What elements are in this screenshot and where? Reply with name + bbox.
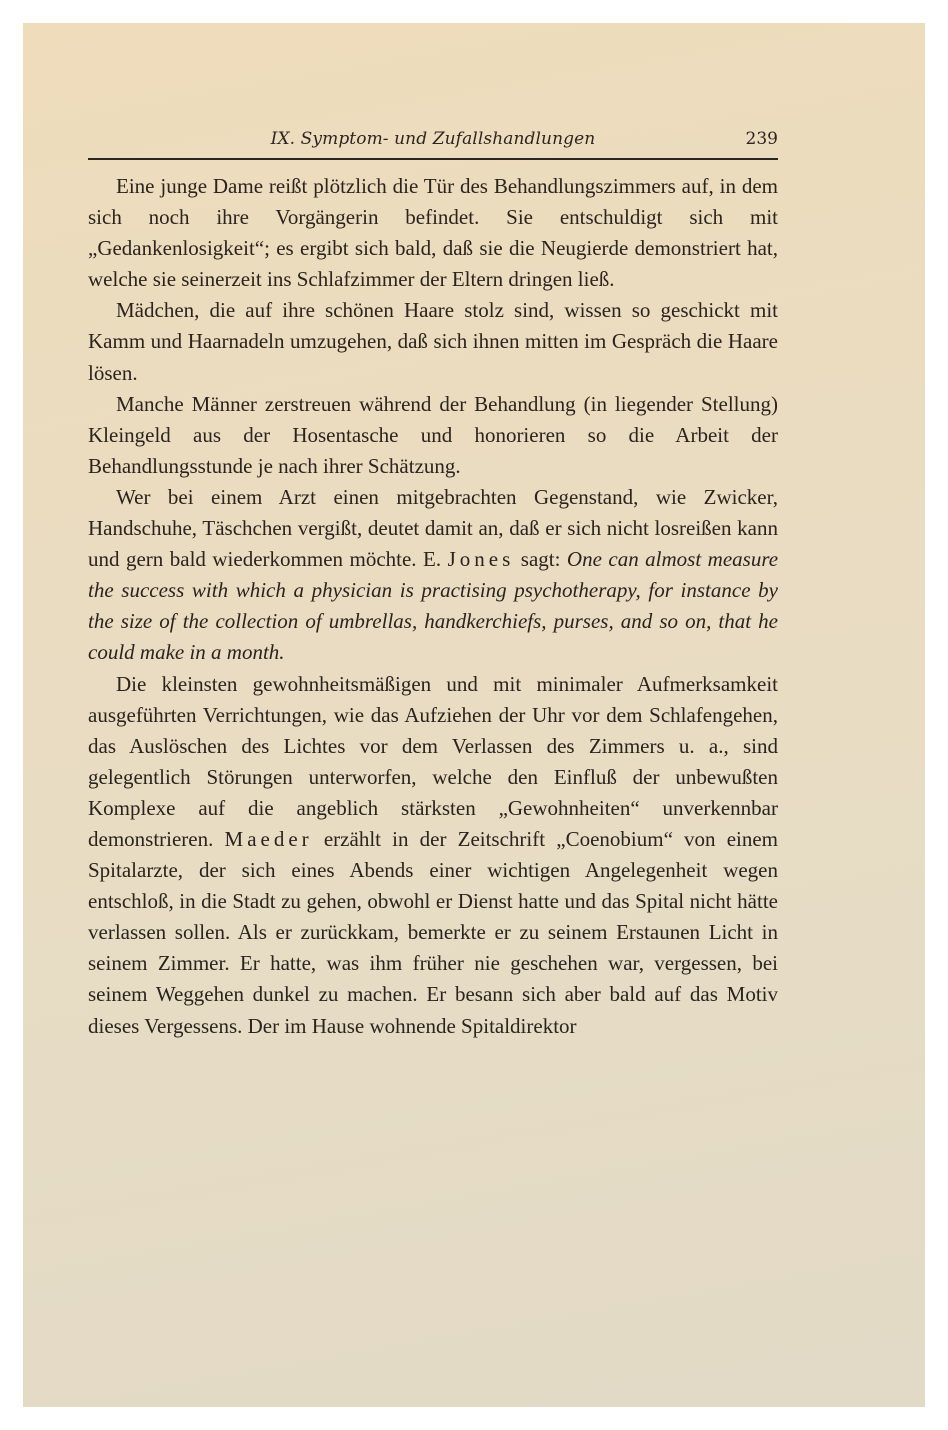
running-title: IX. Symptom- und Zufallshandlungen bbox=[270, 129, 596, 149]
author-name: Maeder bbox=[224, 826, 313, 851]
header-rule bbox=[88, 158, 778, 160]
paragraph-text: Wer bei einem Arzt einen mitgebrachten Gegenstand, wie Zwicker, Handschuhe, Täschchen vergißt, deutet damit an, daß er sich nicht losreißen kann und gern bald wiederkommen möchte. E. bbox=[88, 484, 778, 572]
body-text bbox=[88, 171, 778, 1042]
english-quote: One can almost measure the success with which a physician is practising psychotherapy, for instance by the size of the collection of umbrellas, handkerchiefs, purses, and so on, that he could make in a month. bbox=[88, 547, 779, 665]
paragraph-text: sagt: bbox=[520, 547, 561, 572]
page-number: 239 bbox=[745, 129, 778, 149]
paragraph-text: erzählt in der Zeitschrift „Coenobium“ von einem Spitalarzte, der sich eines Abends einer wichtigen Angelegenheit wegen entschloß, in die Stadt zu gehen, obwohl er Dienst hatte und das Spital nicht hätte verlassen sollen. Als er zurückkam, bemerkte er zu seinem Erstaunen Licht in seinem Zimmer. Er hatte, was ihm früher nie geschehen war, vergessen, bei seinem Weggehen dunkel zu machen. Er besann sich aber bald auf das Motiv dieses Vergessens. Der im Hause wohnende Spitaldirektor bbox=[88, 826, 779, 1038]
paragraph: Mädchen, die auf ihre schönen Haare stolz sind, wissen so geschickt mit Kamm und Haarnadeln umzugehen, daß sich ihnen mitten im Gespräch die Haare lösen. bbox=[88, 298, 778, 385]
running-header bbox=[88, 129, 778, 155]
paragraph bbox=[88, 669, 778, 1042]
author-name: Jones bbox=[447, 547, 515, 572]
paragraph: Manche Männer zerstreuen während der Behandlung (in liegender Stellung) Kleingeld aus der Hosentasche und honorieren so die Arbeit der Behandlungsstunde je nach ihrer Schätzung. bbox=[88, 391, 778, 478]
paragraph: Eine junge Dame reißt plötzlich die Tür des Behandlungszimmers auf, in dem sich noch ihre Vorgängerin befindet. Sie entschuldigt sich mit „Gedankenlosigkeit“; es ergibt sich bald, daß sie die Neugierde demonstriert hat, welche sie seinerzeit ins Schlafzimmer der Eltern dringen ließ. bbox=[88, 174, 778, 292]
paragraph-text: Die kleinsten gewohnheitsmäßigen und mit minimaler Aufmerksamkeit ausgeführten Verrichtungen, wie das Aufziehen der Uhr vor dem Schlafengehen, das Auslöschen des Lichtes vor dem Verlassen des Zimmers u. a., sind gelegentlich Störungen unterworfen, welche den Einfluß der unbewußten Komplexe auf die angeblich stärksten „Gewohnheiten“ unverkennbar demonstrieren. bbox=[88, 671, 778, 851]
paragraph bbox=[88, 482, 778, 669]
book-page bbox=[23, 23, 925, 1407]
